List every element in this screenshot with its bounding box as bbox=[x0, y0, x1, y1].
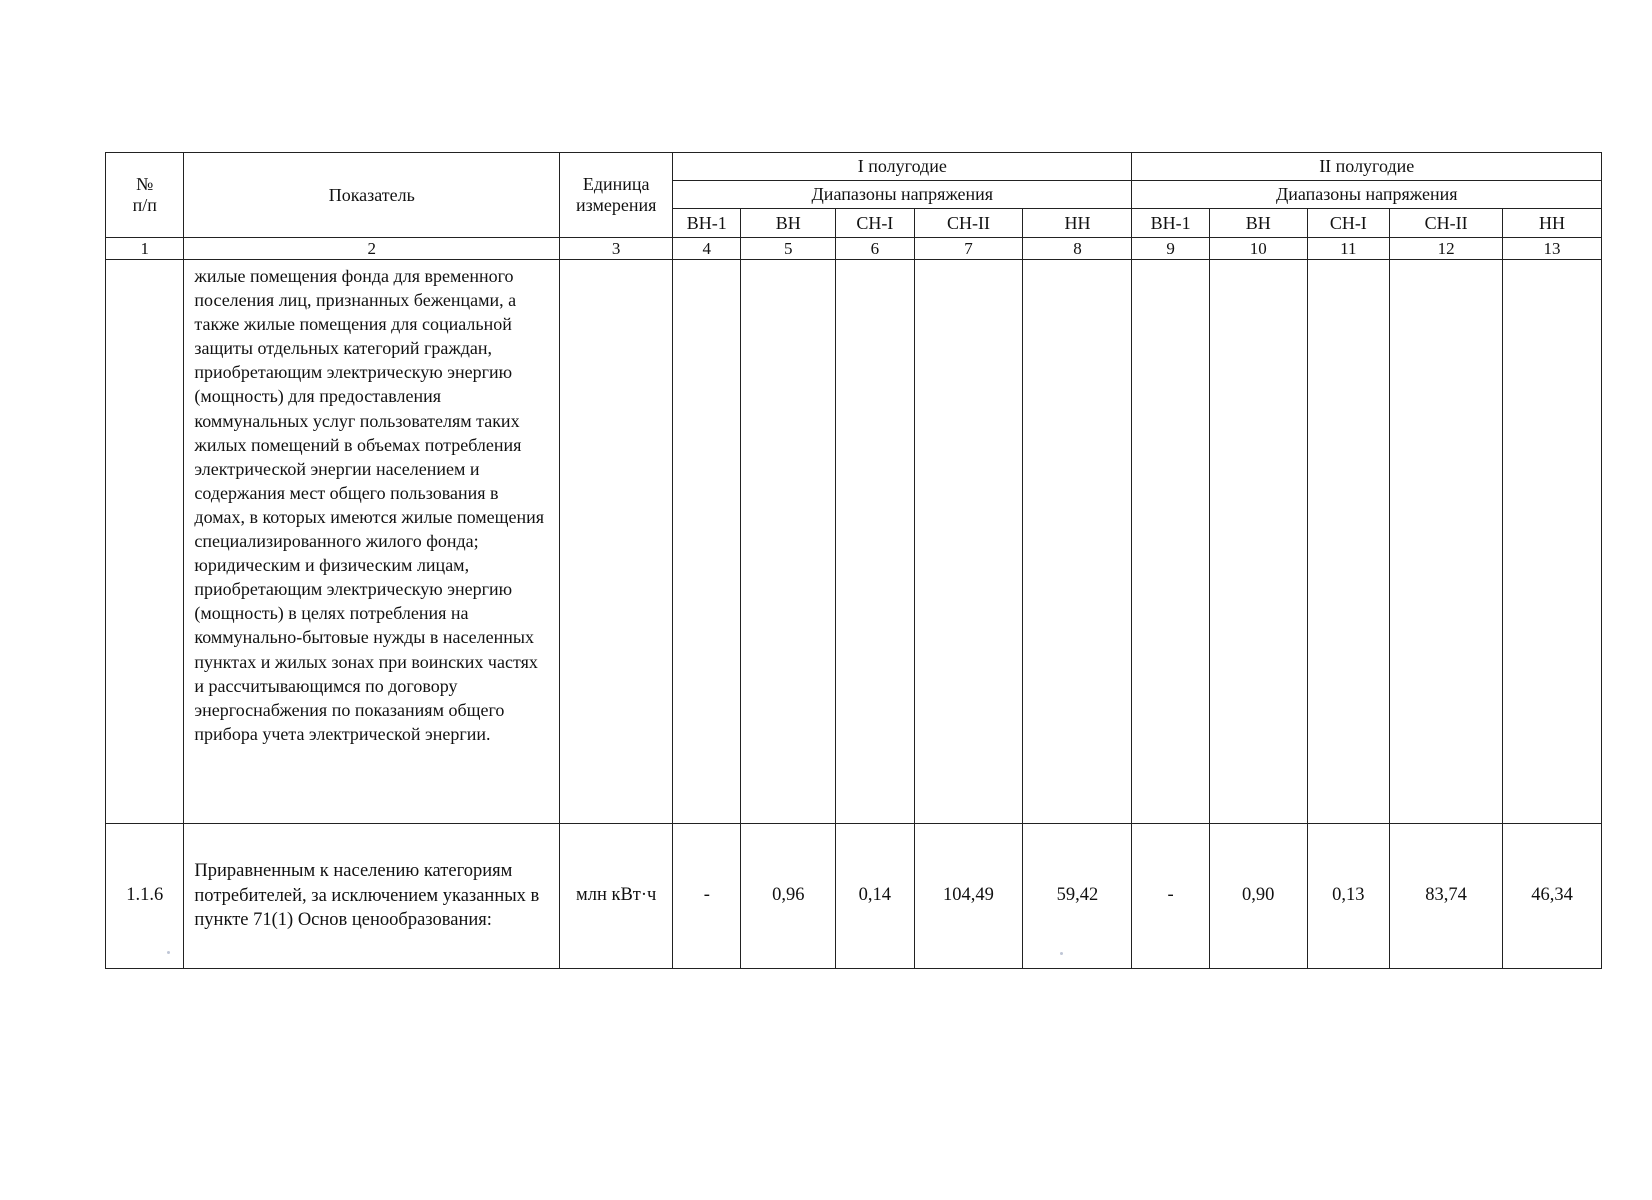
row-value-cell: 0,13 bbox=[1307, 824, 1389, 969]
column-number: 1 bbox=[106, 238, 184, 260]
header-voltage-col: ВН bbox=[1209, 209, 1307, 238]
row-value-cell bbox=[1307, 260, 1389, 824]
header-num: № п/п bbox=[106, 153, 184, 238]
table-row bbox=[106, 260, 1602, 824]
column-number: 6 bbox=[836, 238, 914, 260]
column-number: 9 bbox=[1132, 238, 1209, 260]
row-indicator-cell: Приравненным к населению категориям потребителей, за исключением указанных в пункте 71(1) Основ ценообразования: bbox=[184, 824, 560, 969]
row-unit-cell bbox=[560, 260, 673, 824]
column-number: 5 bbox=[741, 238, 836, 260]
row-num-cell bbox=[106, 260, 184, 824]
row-value-cell bbox=[1503, 260, 1602, 824]
scan-speck bbox=[167, 951, 170, 954]
header-indicator: Показатель bbox=[184, 153, 560, 238]
column-number: 8 bbox=[1023, 238, 1132, 260]
column-number: 2 bbox=[184, 238, 560, 260]
row-num-cell: 1.1.6 bbox=[106, 824, 184, 969]
column-number: 13 bbox=[1503, 238, 1602, 260]
row-value-cell: 0,90 bbox=[1209, 824, 1307, 969]
column-number: 7 bbox=[914, 238, 1023, 260]
header-half1: I полугодие bbox=[673, 153, 1132, 181]
column-number-row bbox=[106, 238, 1602, 260]
column-number: 11 bbox=[1307, 238, 1389, 260]
header-voltage-col: СН-I bbox=[1307, 209, 1389, 238]
row-value-cell bbox=[673, 260, 741, 824]
row-value-cell: 83,74 bbox=[1390, 824, 1503, 969]
row-value-cell bbox=[914, 260, 1023, 824]
header-voltage-col: НН bbox=[1023, 209, 1132, 238]
header-unit: Единица измерения bbox=[560, 153, 673, 238]
header-voltage-col: НН bbox=[1503, 209, 1602, 238]
row-value-cell: 104,49 bbox=[914, 824, 1023, 969]
row-value-cell bbox=[1023, 260, 1132, 824]
row-value-cell bbox=[741, 260, 836, 824]
header-row-1 bbox=[106, 153, 1602, 181]
row-unit-cell: млн кВт·ч bbox=[560, 824, 673, 969]
row-value-cell bbox=[1209, 260, 1307, 824]
header-half2: II полугодие bbox=[1132, 153, 1602, 181]
column-number: 12 bbox=[1390, 238, 1503, 260]
column-number: 10 bbox=[1209, 238, 1307, 260]
header-voltage-col: СН-II bbox=[1390, 209, 1503, 238]
row-value-cell: - bbox=[673, 824, 741, 969]
header-voltage-ranges-half1: Диапазоны напряжения bbox=[673, 181, 1132, 209]
header-voltage-col: СН-II bbox=[914, 209, 1023, 238]
row-value-cell: - bbox=[1132, 824, 1209, 969]
header-voltage-col: СН-I bbox=[836, 209, 914, 238]
row-value-cell: 46,34 bbox=[1503, 824, 1602, 969]
header-voltage-col: ВН-1 bbox=[1132, 209, 1209, 238]
table-row bbox=[106, 824, 1602, 969]
row-indicator-cell: жилые помещения фонда для временного поселения лиц, признанных беженцами, а также жилые помещения для социальной защиты отдельных категорий граждан, приобретающим электрическую энергию (мощность) для предоставления коммунальных услуг пользователям таких жилых помещений в объемах потребления электрической энергии населением и содержания мест общего пользования в домах, в которых имеются жилые помещения специализированного жилого фонда; юридическим и физическим лицам, приобретающим электрическую энергию (мощность) в целях потребления на коммунально-бытовые нужды в населенных пунктах и жилых зонах при воинских частях и рассчитывающимся по договору энергоснабжения по показаниям общего прибора учета электрической энергии. bbox=[184, 260, 560, 824]
row-value-cell: 0,96 bbox=[741, 824, 836, 969]
row-value-cell bbox=[1390, 260, 1503, 824]
row-value-cell bbox=[1132, 260, 1209, 824]
row-value-cell bbox=[836, 260, 914, 824]
header-voltage-col: ВН bbox=[741, 209, 836, 238]
row-value-cell: 0,14 bbox=[836, 824, 914, 969]
column-number: 4 bbox=[673, 238, 741, 260]
row-value-cell: 59,42 bbox=[1023, 824, 1132, 969]
column-number: 3 bbox=[560, 238, 673, 260]
energy-consumption-table bbox=[105, 152, 1602, 969]
scan-speck bbox=[1060, 952, 1063, 955]
header-voltage-col: ВН-1 bbox=[673, 209, 741, 238]
header-voltage-ranges-half2: Диапазоны напряжения bbox=[1132, 181, 1602, 209]
